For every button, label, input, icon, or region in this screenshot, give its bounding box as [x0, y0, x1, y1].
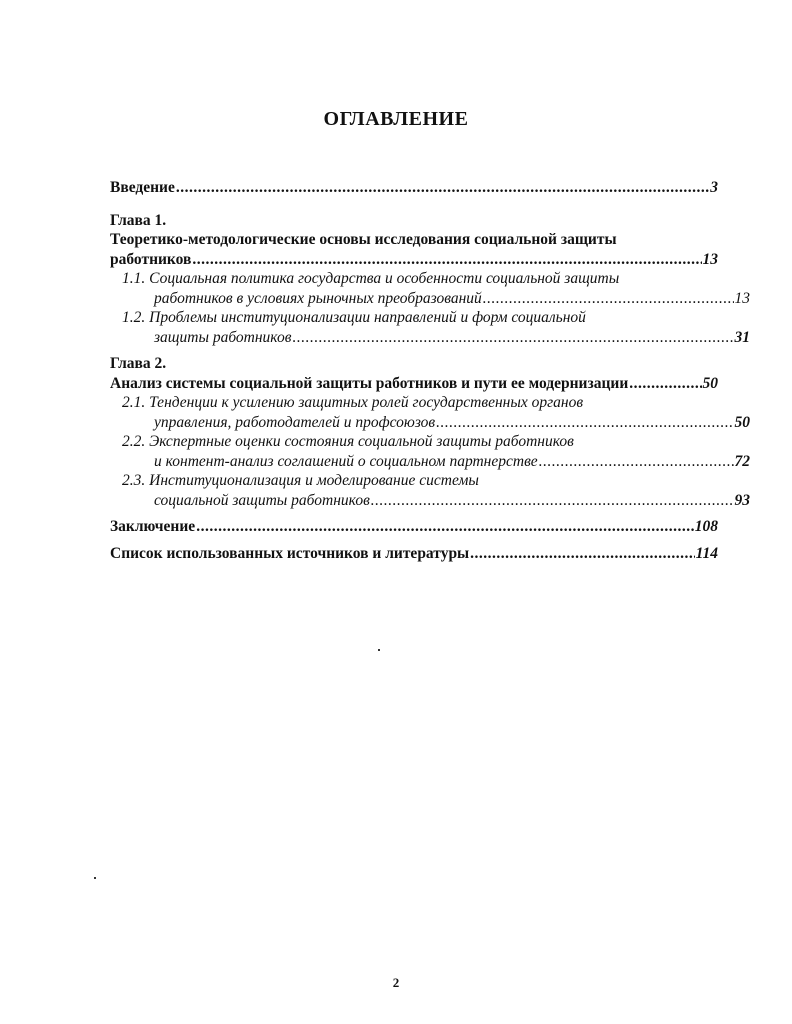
dot-leader [371, 491, 734, 511]
toc-section-2-3[interactable] [110, 471, 750, 510]
chapter-1-title-cont: работников [110, 250, 192, 268]
dot-leader [483, 289, 734, 309]
section-title: 2.1. Тенденции к усилению защитных ролей государственных органов [122, 394, 584, 411]
chapter-2-heading: Глава 2. [110, 355, 167, 372]
toc-page-number: 72 [734, 452, 750, 470]
toc-entry-label: Список использованных источников и литературы [110, 544, 470, 562]
dot-leader [436, 413, 733, 433]
section-title-cont: защиты работников [154, 328, 292, 346]
toc-page-number: 93 [734, 491, 750, 509]
toc-page-number: 50 [734, 413, 750, 431]
section-title: 1.2. Проблемы институционализации направлений и форм социальной [122, 309, 586, 326]
toc-page-number: 31 [734, 328, 750, 346]
page-number: 2 [392, 975, 400, 990]
section-title-cont: работников в условиях рыночных преобразований [154, 289, 482, 307]
chapter-1-heading: Глава 1. [110, 211, 167, 229]
toc-page-number: 13 [702, 250, 718, 268]
toc-page-number: 114 [695, 544, 718, 562]
toc-entry-chapter-1[interactable] [110, 250, 718, 270]
dot-leader [470, 544, 694, 564]
toc-section-2-2[interactable] [110, 432, 750, 471]
toc-page-number: 50 [702, 374, 718, 392]
page-title: ОГЛАВЛЕНИЕ [323, 108, 469, 130]
dot-leader [539, 452, 734, 472]
dot-leader [629, 374, 701, 394]
toc-entry-intro[interactable] [110, 178, 718, 198]
section-title-cont: управления, работодателей и профсоюзов [154, 413, 436, 431]
table-of-contents [110, 178, 750, 563]
section-title: 2.3. Институционализация и моделирование системы [122, 472, 479, 489]
chapter-2-title: Анализ системы социальной защиты работников и пути ее модернизации [110, 374, 629, 392]
toc-entry-chapter-2[interactable] [110, 374, 718, 394]
toc-section-2-1[interactable] [110, 393, 750, 432]
toc-page-number: 3 [710, 179, 718, 196]
section-title: 2.2. Экспертные оценки состояния социальной защиты работников [122, 433, 574, 450]
dot-leader [196, 517, 694, 537]
toc-section-1-2[interactable] [110, 308, 750, 347]
toc-entry-label: Введение [110, 179, 175, 196]
scan-speck [94, 877, 96, 879]
scan-speck [378, 649, 380, 651]
toc-page-number: 13 [734, 289, 750, 307]
section-title-cont: социальной защиты работников [154, 491, 370, 509]
toc-entry-bibliography[interactable] [110, 544, 718, 564]
section-title: 1.1. Социальная политика государства и особенности социальной защиты [122, 270, 620, 287]
toc-section-1-1[interactable] [110, 269, 750, 308]
dot-leader [176, 178, 709, 198]
toc-entry-conclusion[interactable] [110, 517, 718, 537]
chapter-1-title: Теоретико-методологические основы исследования социальной защиты [110, 231, 617, 248]
toc-page-number: 108 [694, 518, 718, 535]
section-title-cont: и контент-анализ соглашений о социальном партнерстве [154, 452, 538, 470]
dot-leader [292, 328, 733, 348]
dot-leader [192, 250, 701, 270]
toc-entry-label: Заключение [110, 518, 196, 535]
